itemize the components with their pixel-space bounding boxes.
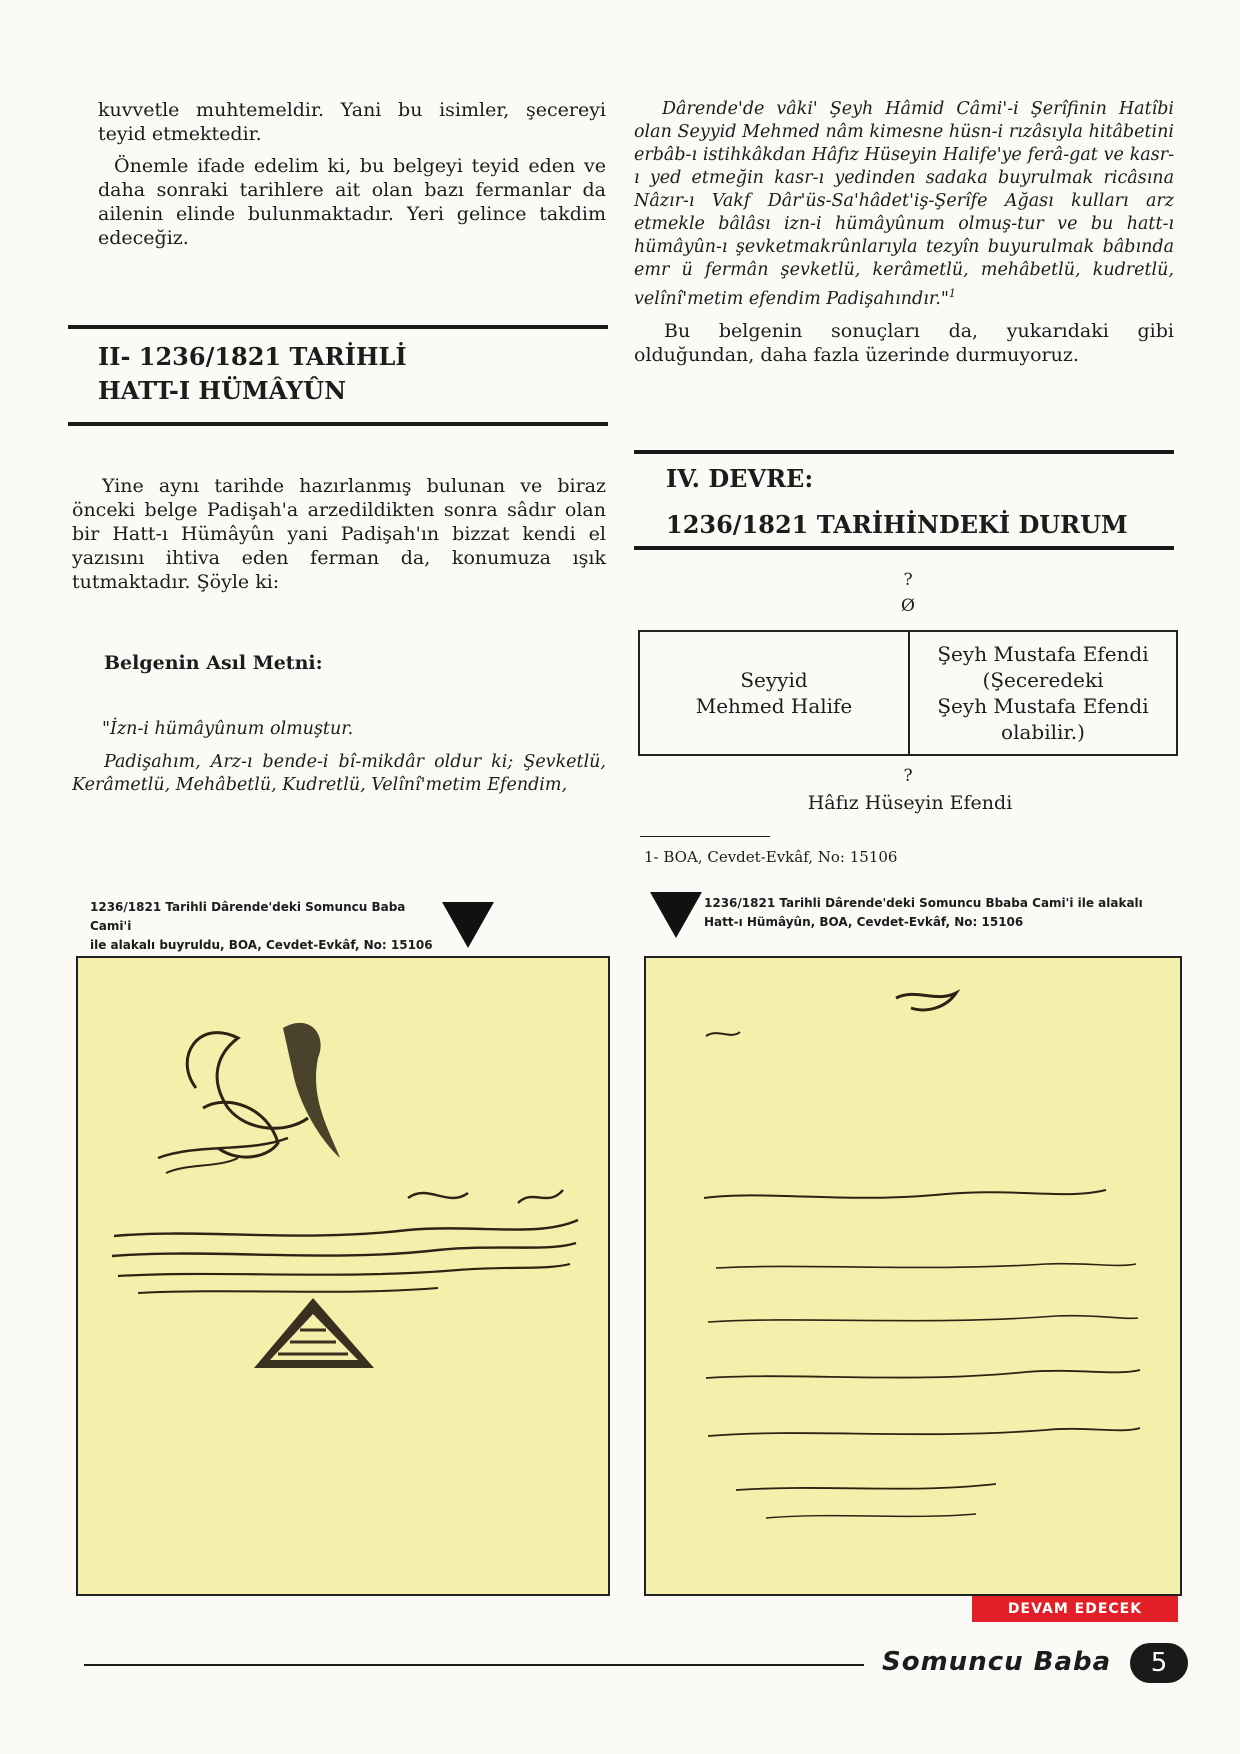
magazine-name-label: Somuncu Baba [882, 1647, 1112, 1677]
footnote-rule [640, 836, 770, 837]
page-number-badge [1130, 1643, 1188, 1683]
left-section-top-rule [68, 325, 608, 329]
quote-paragraph-left: Padişahım, Arz-ı bende-i bî-mikdâr oldur ki; Şevketlü, Kerâmetlü, Mehâbetlü, Kudretlü, Velînî'metim Efendim, [72, 752, 606, 795]
quote-line: "İzn-i hümâyûnum olmuştur. [102, 719, 354, 739]
left-caption [90, 898, 440, 955]
footnote-marker: 1 [948, 287, 956, 300]
tree-top-empty-symbol: Ø [901, 596, 915, 616]
intro-paragraph-1: kuvvetle muhtemeldir. Yani bu isimler, şecereyi teyid etmektedir. [98, 99, 606, 145]
page-number: 5 [1150, 1648, 1168, 1678]
left-caption-line2: ile alakalı buyruldu, BOA, Cevdet-Evkâf, No: 15106 [90, 938, 433, 952]
right-section-bottom-rule [634, 546, 1174, 550]
right-document-image [644, 956, 1182, 1596]
tree-top-question [896, 570, 920, 590]
left-intro [98, 98, 606, 250]
footnote-text: 1- BOA, Cevdet-Evkâf, No: 15106 [644, 848, 898, 866]
left-caption-line1: 1236/1821 Tarihli Dârende'deki Somuncu Baba Cami'i [90, 900, 406, 933]
right-section-title-line1: IV. DEVRE: [666, 464, 814, 493]
continue-badge-label: DEVAM EDECEK [1007, 1601, 1143, 1617]
footnote [644, 848, 897, 866]
left-document-handwriting [78, 958, 608, 1594]
lineage-table [638, 630, 1178, 756]
continue-badge [972, 1596, 1178, 1622]
right-caption-line2: Hatt-ı Hümâyûn, BOA, Cevdet-Evkâf, No: 15106 [704, 915, 1024, 929]
lineage-right-line4: olabilir.) [1001, 720, 1085, 744]
right-section-top-rule [634, 450, 1174, 454]
quote-paragraph-right: Dârende'de vâki' Şeyh Hâmid Câmi'-i Şerîfinin Hatîbi olan Seyyid Mehmed nâm kimesne hüsn-i rızâsıyla hitâbetini erbâb-ı istihkâkdan Hâfız Hüseyin Halife'ye ferâ-gat ve kasr-ı yed etmeğin kasr-ı yedinden sadaka buyrulmak ricâsına Nâzır-ı Vakf Dâr'üs-Sa'hâdet'iş-Şerîfe Ağası kulları arz etmekle bâlâsı izn-i hümâyûnum olmuş-tur ve bu hatt-ı hümâyûn-ı şevketmakrûnlarıyla tezyîn buyurulmak bâbında emr ü fermân şevketlü, kerâmetlü, mehâbetlü, kudretlü, velînî'metim efendim Padişahındır." [634, 99, 1174, 309]
intro-paragraph-2: Önemle ifade edelim ki, bu belgeyi teyid eden ve daha sonraki tarihlere ait olan bazı fermanlar da ailenin elinde bulunmaktadır. Yeri gelince takdim edeceğiz. [98, 155, 606, 249]
left-body [72, 474, 606, 594]
left-quote [72, 718, 606, 797]
right-section-title-line2: 1236/1821 TARİHİNDEKİ DURUM [666, 510, 1128, 539]
right-quote [634, 98, 1174, 367]
tree-top-symbol [896, 596, 920, 616]
right-section-heading [666, 462, 1166, 542]
magazine-name [882, 1647, 1111, 1677]
body-paragraph: Yine aynı tarihde hazırlanmış bulunan ve biraz önceki belge Padişah'a arzedildikten sonra sâdır olan bir Hatt-ı Hümâyûn yani Padişah'ın bizzat kendi el yazısını ihtiva eden ferman da, konumuza ışık tutmaktadır. Şöyle ki: [72, 475, 606, 593]
lineage-left-line1: Seyyid [740, 668, 808, 692]
left-section-heading [98, 340, 598, 408]
right-caption-line1: 1236/1821 Tarihli Dârende'deki Somuncu Bbaba Cami'i ile alakalı [704, 896, 1143, 910]
tree-bottom-name-label: Hâfız Hüseyin Efendi [807, 792, 1013, 814]
tree-bottom-question-mark: ? [903, 766, 913, 786]
right-document-handwriting [646, 958, 1180, 1594]
lineage-right-line2: (Şeceredeki [982, 668, 1104, 692]
tree-top-question-mark: ? [903, 570, 913, 590]
closing-paragraph: Bu belgenin sonuçları da, yukarıdaki gibi olduğundan, daha fazla üzerinde durmuyoruz. [634, 319, 1174, 366]
left-caption-arrow [442, 902, 494, 948]
lineage-right-line3: Şeyh Mustafa Efendi [937, 694, 1149, 718]
lineage-right-cell [909, 631, 1177, 755]
original-text-heading [104, 652, 504, 674]
lineage-left-cell [639, 631, 909, 755]
right-caption [704, 894, 1174, 932]
tree-bottom-question [896, 766, 920, 786]
left-section-bottom-rule [68, 422, 608, 426]
lineage-left-line2: Mehmed Halife [695, 694, 853, 718]
tree-bottom-name [780, 792, 1040, 814]
lineage-right-line1: Şeyh Mustafa Efendi [937, 642, 1149, 666]
original-text-heading-label: Belgenin Asıl Metni: [104, 652, 323, 674]
left-section-title-line2: HATT-I HÜMÂYÛN [98, 376, 347, 405]
left-section-title-line1: II- 1236/1821 TARİHLİ [98, 342, 407, 371]
footer-rule [84, 1664, 864, 1666]
left-document-image [76, 956, 610, 1596]
right-caption-arrow [650, 892, 702, 938]
